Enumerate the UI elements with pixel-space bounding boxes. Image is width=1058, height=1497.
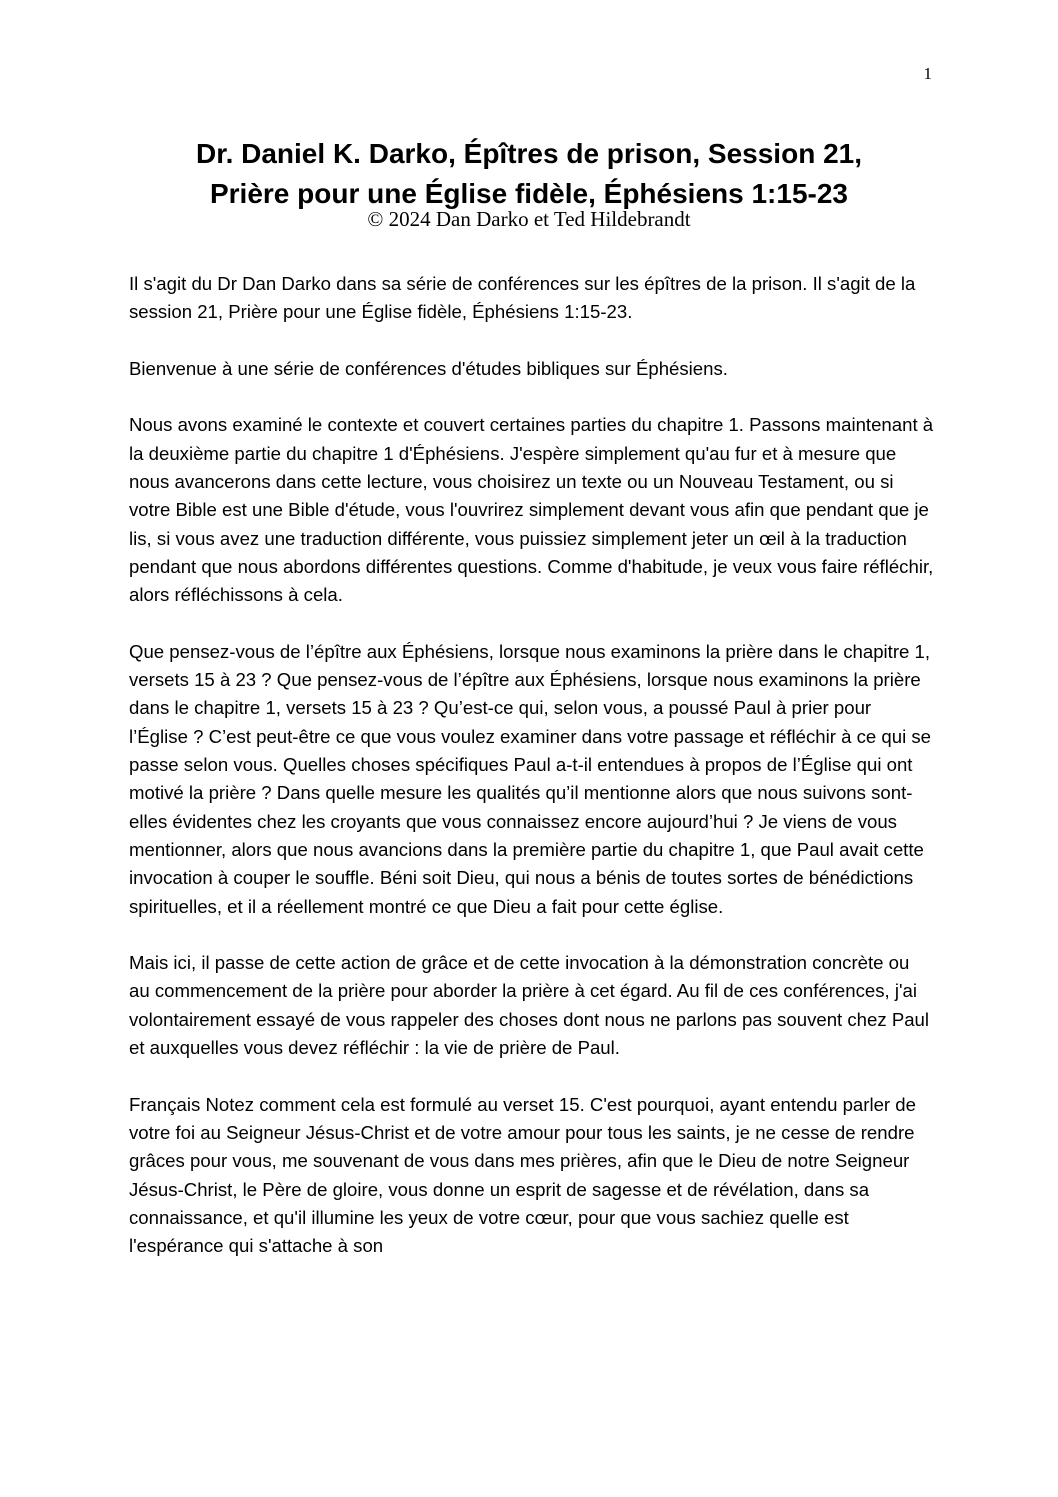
paragraph-3: Nous avons examiné le contexte et couvert certaines parties du chapitre 1. Passons maintenant à la deuxième partie du chapitre 1 d'Éphésiens. J'espère simplement qu'au fur et à mesure que nous avancerons dans cette lecture, vous choisirez un texte ou un Nouveau Testament, ou si votre Bible est une Bible d'étude, vous l'ouvrirez simplement devant vous afin que pendant que je lis, si vous avez une traduction différente, vous puissiez simplement jeter un œil à la traduction pendant que nous abordons différentes questions. Comme d'habitude, je veux vous faire réfléchir, alors réfléchissons à cela. [129,414,934,606]
document-title-line-1: Dr. Daniel K. Darko, Épîtres de prison, Session 21, [196,138,862,169]
title-block [100,134,958,232]
document-title-line-2: Prière pour une Église fidèle, Éphésiens 1:15-23 [209,178,848,209]
copyright-notice: © 2024 Dan Darko et Ted Hildebrandt [367,207,691,231]
paragraph-4: Que pensez-vous de l’épître aux Éphésiens, lorsque nous examinons la prière dans le chapitre 1, versets 15 à 23 ? Que pensez-vous de l’épître aux Éphésiens, lorsque nous examinons la prière dans le chapitre 1, versets 15 à 23 ? Qu’est-ce qui, selon vous, a poussé Paul à prier pour l’Église ? C’est peut-être ce que vous voulez examiner dans votre passage et réfléchir à ce qui se passe selon vous. Quelles choses spécifiques Paul a-t-il entendues à propos de l’Église qui ont motivé la prière ? Dans quelle mesure les qualités qu’il mentionne alors que nous suivons sont-elles évidentes chez les croyants que vous connaissez encore aujourd’hui ? Je viens de vous mentionner, alors que nous avancions dans la première partie du chapitre 1, que Paul avait cette invocation à couper le souffle. Béni soit Dieu, qui nous a bénis de toutes sortes de bénédictions spirituelles, et il a réellement montré ce que Dieu a fait pour cette église. [129,640,932,917]
document-body [129,270,935,1289]
paragraph-2: Bienvenue à une série de conférences d'études bibliques sur Éphésiens. [129,357,728,379]
paragraph-1: Il s'agit du Dr Dan Darko dans sa série de conférences sur les épîtres de la prison. Il s'agit de la session 21, Prière pour une Église fidèle, Éphésiens 1:15-23. [129,273,916,323]
page-number: 1 [923,64,932,83]
paragraph-6: Français Notez comment cela est formulé au verset 15. C'est pourquoi, ayant entendu parler de votre foi au Seigneur Jésus-Christ et de votre amour pour tous les saints, je ne cesse de rendre grâces pour vous, me souvenant de vous dans mes prières, afin que le Dieu de notre Seigneur Jésus-Christ, le Père de gloire, vous donne un esprit de sagesse et de révélation, dans sa connaissance, et qu'il illumine les yeux de votre cœur, pour que vous sachiez quelle est l'espérance qui s'attache à son [129,1093,916,1257]
paragraph-5: Mais ici, il passe de cette action de grâce et de cette invocation à la démonstration concrète ou au commencement de la prière pour aborder la prière à cet égard. Au fil de ces conférences, j'ai volontairement essayé de vous rappeler des choses dont nous ne parlons pas souvent chez Paul et auxquelles vous devez réfléchir : la vie de prière de Paul. [129,952,930,1059]
